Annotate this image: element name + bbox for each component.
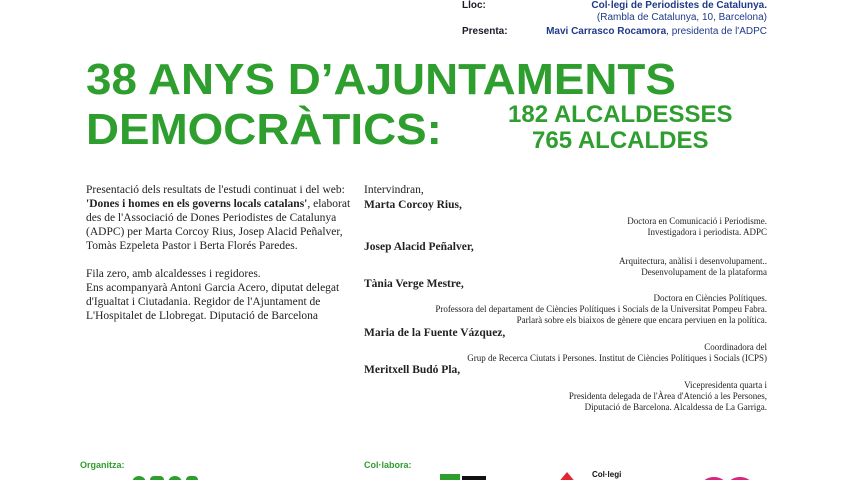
lloc-address: (Rambla de Catalunya, 10, Barcelona) bbox=[596, 12, 767, 23]
presenta-value bbox=[546, 26, 767, 37]
fila-zero-text: Fila zero, amb alcaldesses i regidores. bbox=[86, 268, 261, 280]
presenter-role: , presidenta de l'ADPC bbox=[666, 26, 767, 37]
speaker-desc: Doctora en Ciències Polítiques. bbox=[653, 293, 767, 303]
speaker-desc: Vicepresidenta quarta i bbox=[684, 380, 767, 390]
speaker-name: Tània Verge Mestre, bbox=[364, 278, 464, 290]
title-line-2: DEMOCRÀTICS: bbox=[86, 105, 442, 154]
diputacio-logo bbox=[440, 470, 490, 480]
title-alcaldes: 765 ALCALDES bbox=[532, 127, 709, 154]
speaker-desc: Diputació de Barcelona. Alcaldessa de La Garriga. bbox=[584, 402, 767, 412]
speaker-desc: Parlarà sobre els biaixos de gènere que encara perviuen en la política. bbox=[516, 315, 767, 325]
collabora-label: Col·labora: bbox=[364, 460, 412, 470]
colegi-logo-text: Col·legi bbox=[592, 470, 622, 479]
title-alcaldesses: 182 ALCALDESSES bbox=[508, 101, 733, 128]
accompany-text: Ens acompanyarà Antoni Garcia Acero, diputat delegat d'Igualtat i Ciutadania. Regidor de l'Ajuntament de L'Hospitalet de Llobregat. Diputació de Barcelona bbox=[86, 282, 340, 322]
speaker-desc: Doctora en Comunicació i Periodisme. bbox=[627, 216, 767, 226]
speaker-desc: Desenvolupament de la plataforma bbox=[641, 267, 767, 277]
presenta-label: Presenta: bbox=[462, 26, 508, 37]
speaker-desc: Coordinadora del bbox=[704, 342, 767, 352]
venue-name: Col·legi de Periodistes de Catalunya. bbox=[591, 0, 767, 11]
lloc-label: Lloc: bbox=[462, 0, 486, 11]
diputacio-logo-icon bbox=[440, 470, 490, 480]
adpc-logo bbox=[130, 470, 200, 480]
speakers-intro: Intervindran, bbox=[364, 184, 424, 196]
organitza-label: Organitza: bbox=[80, 460, 125, 470]
speaker-name: Marta Corcoy Rius, bbox=[364, 199, 462, 211]
speaker-desc: Presidenta delegada de l'Àrea d'Atenció a les Persones, bbox=[568, 391, 767, 401]
title-line-1: 38 ANYS D’AJUNTAMENTS bbox=[86, 55, 676, 104]
speaker-desc: Grup de Recerca Ciutats i Persones. Institut de Ciències Polítiques i Socials (ICPS) bbox=[467, 353, 767, 363]
speaker-name: Josep Alacid Peñalver, bbox=[364, 241, 474, 253]
red-mark-icon bbox=[555, 470, 579, 480]
partner-logo-2 bbox=[700, 474, 760, 480]
pink-shape-icon bbox=[700, 475, 760, 480]
presenter-name: Mavi Carrasco Rocamora bbox=[546, 26, 667, 37]
adpc-logo-icon bbox=[130, 470, 200, 480]
speaker-desc: Professora del departament de Ciències Polítiques i Socials de la Universitat Pompeu Fabra. bbox=[435, 304, 767, 314]
lloc-value bbox=[591, 0, 767, 11]
speaker-desc: Arquitectura, anàlisi i desenvolupament.. bbox=[619, 256, 767, 266]
speaker-name: Maria de la Fuente Vázquez, bbox=[364, 327, 506, 339]
intro-paragraph: Presentació dels resultats de l'estudi continuat i del web: 'Dones i homes en els governs locals catalans', elaborat des de l'Associació de Dones Periodistes de Catalunya (ADPC) per Marta Corcoy Rius, Josep Alacid Peñalver, Tomàs Ezpeleta Pastor i Berta Florés Paredes. bbox=[86, 184, 351, 252]
speaker-name: Meritxell Budó Pla, bbox=[364, 364, 461, 376]
partner-logo bbox=[555, 470, 579, 480]
study-title: 'Dones i homes en els governs locals catalans' bbox=[86, 198, 308, 210]
left-column bbox=[86, 183, 351, 337]
speaker-desc: Investigadora i periodista. ADPC bbox=[647, 227, 767, 237]
